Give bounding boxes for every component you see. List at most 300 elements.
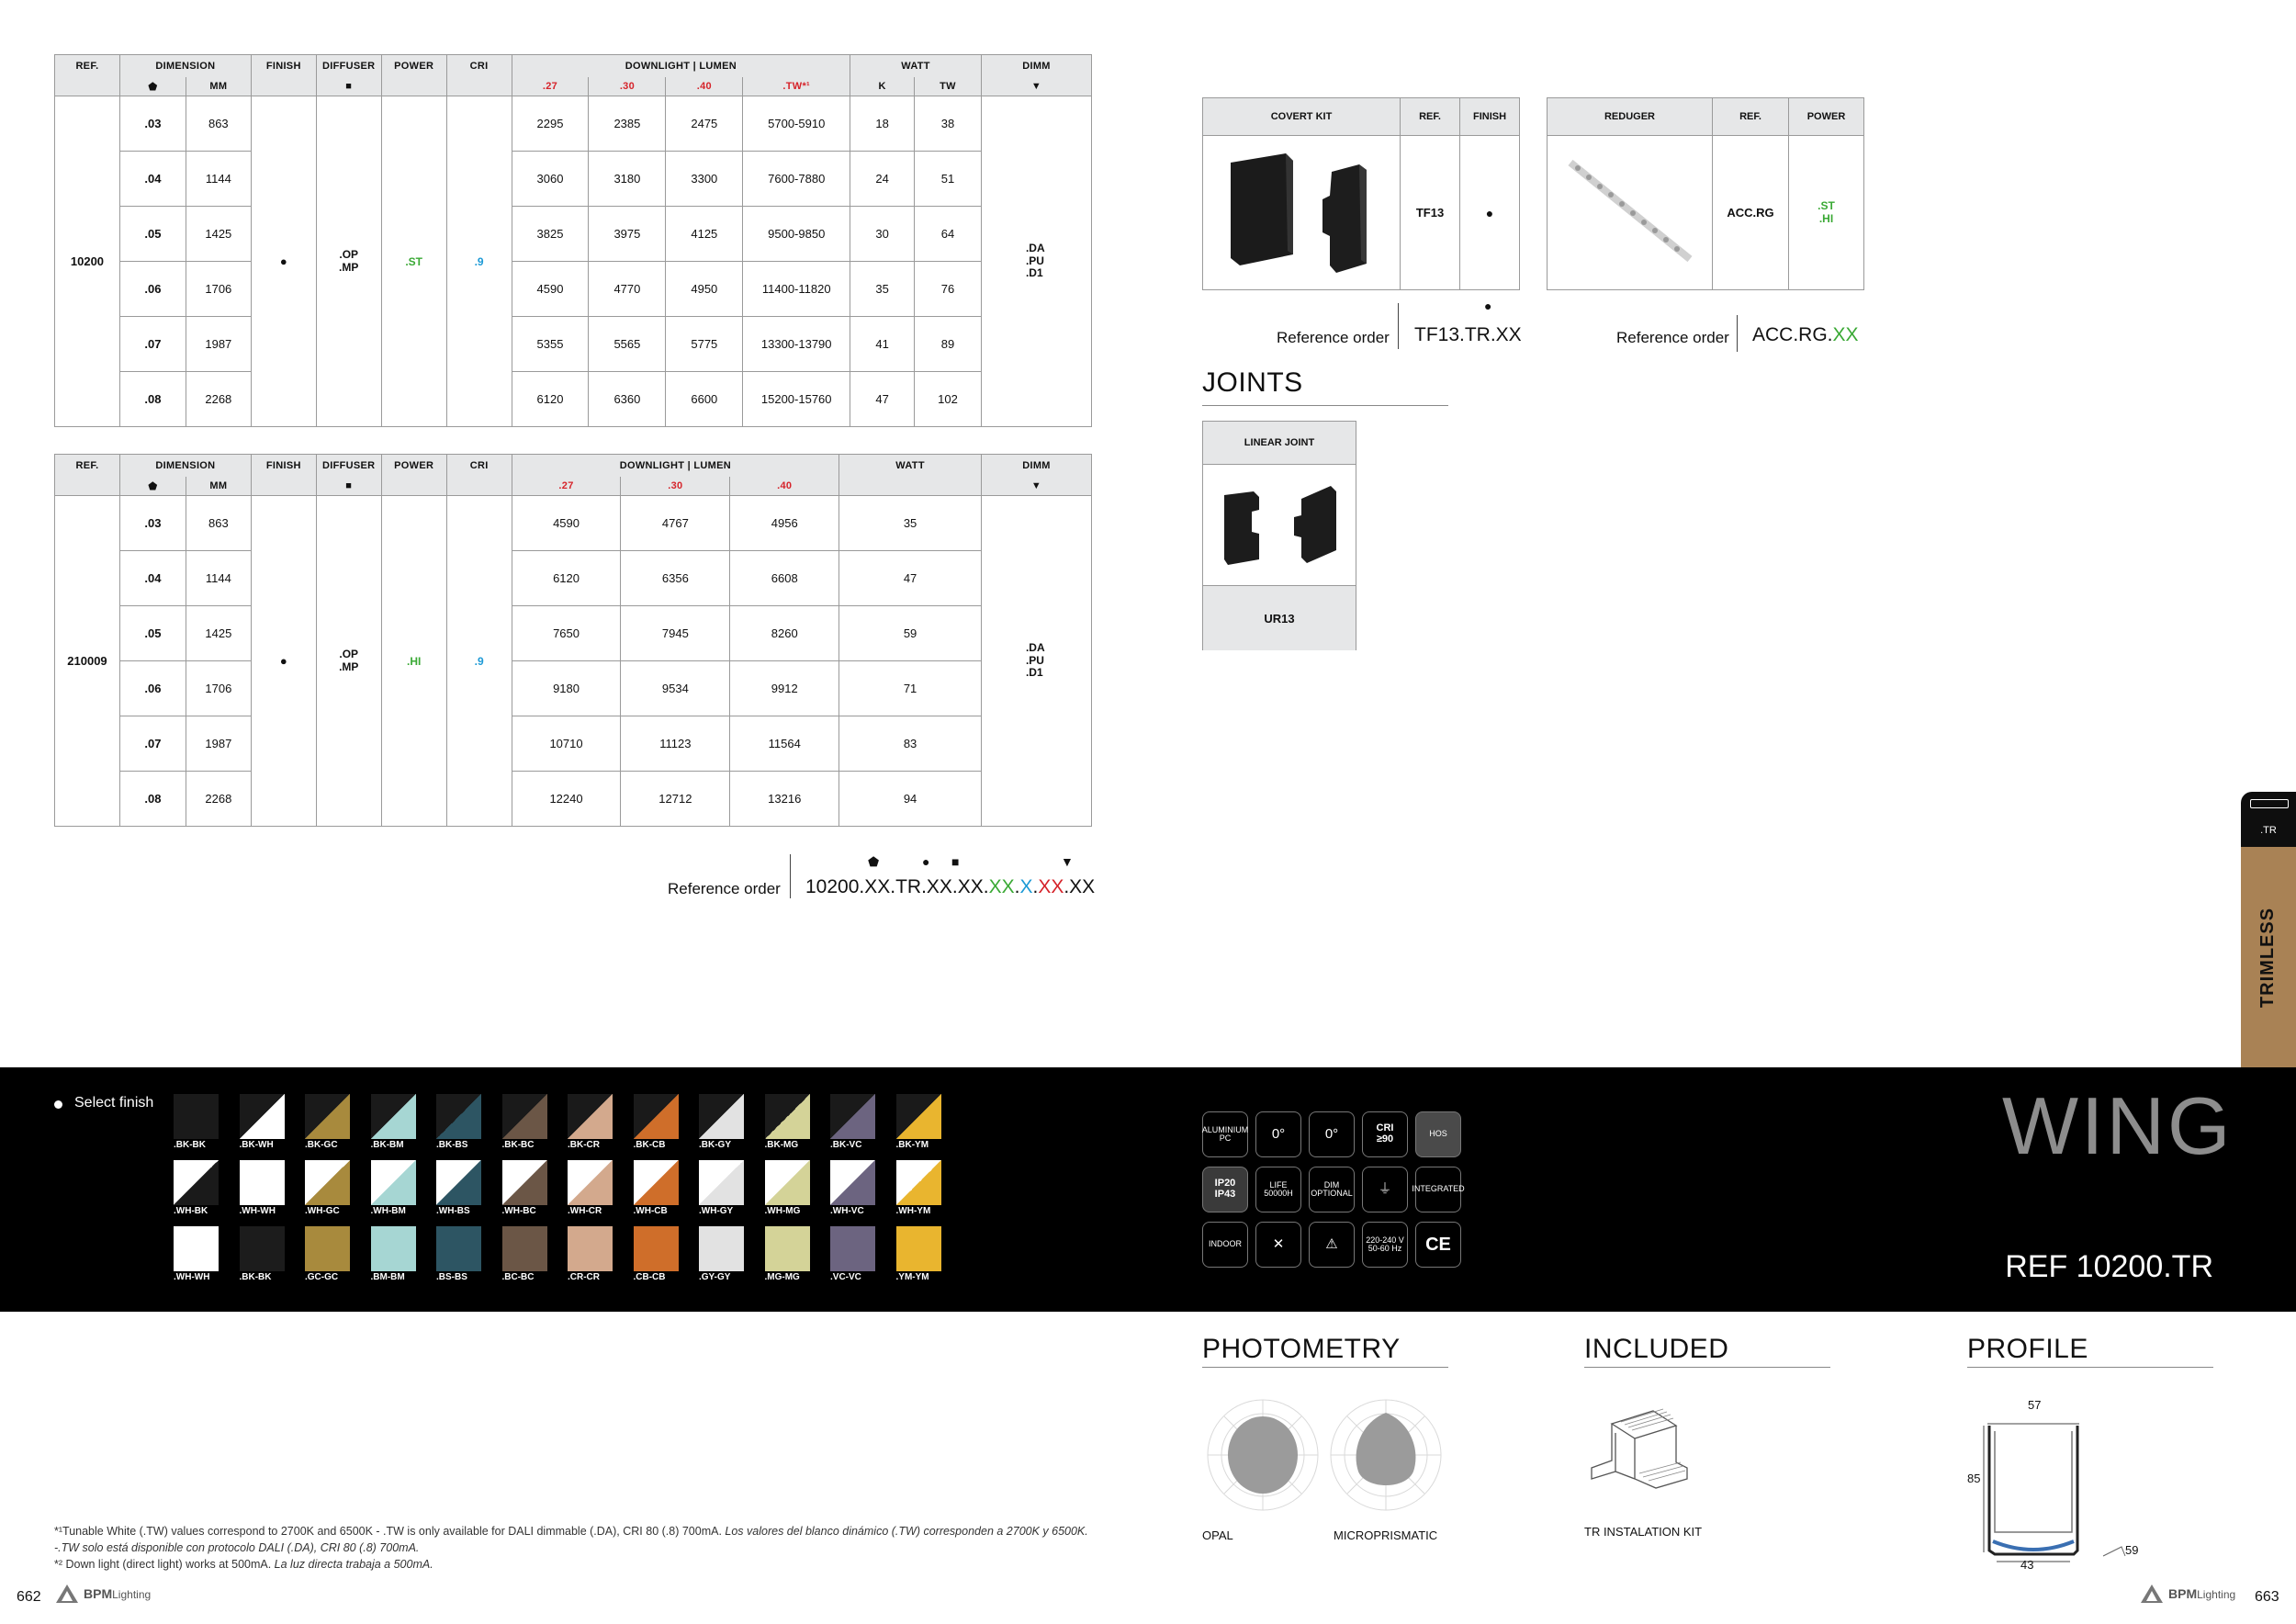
finish-swatch[interactable] — [502, 1226, 547, 1271]
finish-swatch-label: .BK-BK — [174, 1140, 206, 1150]
finish-swatch[interactable] — [305, 1226, 350, 1271]
lumen-2700k: 5355 — [512, 317, 589, 372]
profile-title: PROFILE — [1967, 1334, 2088, 1364]
watt-k: 30 — [850, 207, 915, 262]
finish-swatch-label: .WH-BK — [174, 1206, 208, 1216]
photometry-opal-label: OPAL — [1202, 1528, 1233, 1542]
covert-kit-finish-header: FINISH — [1460, 98, 1519, 136]
finish-swatch-label: .BK-BC — [501, 1140, 535, 1150]
footnote-line-2: -.TW solo está disponible con protocolo DALI (.DA), CRI 80 (.8) 700mA. — [54, 1541, 420, 1554]
lumen-2700k: 6120 — [512, 372, 589, 427]
profile-width-bottom: 43 — [2020, 1558, 2034, 1572]
icon-caption: 0° — [1324, 1126, 1339, 1143]
watt: 35 — [839, 496, 982, 551]
subheader-40: .40 — [666, 77, 743, 96]
icon-caption: DIM OPTIONAL — [1311, 1179, 1353, 1198]
photometry-opal-diagram — [1202, 1394, 1323, 1516]
indoor-icon — [1202, 1222, 1248, 1268]
table-row — [55, 152, 1092, 207]
diffuser-marker-icon: ■ — [951, 854, 960, 869]
finish-swatch-label: .WH-CB — [633, 1206, 668, 1216]
lumen-3000k: 7945 — [621, 606, 730, 661]
joints-title: JOINTS — [1202, 367, 1303, 398]
dimension-icon: ⬟ — [119, 477, 186, 496]
linear-joint-image — [1217, 477, 1345, 578]
reference-code-part: X — [1019, 876, 1033, 897]
reducer-ref: ACC.RG — [1727, 206, 1774, 220]
aluminium-pc-icon — [1202, 1111, 1248, 1157]
lumen-2700k: 9180 — [512, 661, 621, 716]
finish-swatch-label: .GC-GC — [305, 1272, 339, 1282]
finish-swatch[interactable] — [240, 1094, 285, 1139]
finish-swatch[interactable] — [240, 1226, 285, 1271]
lumen-4000k: 6600 — [666, 372, 743, 427]
finish-swatch[interactable] — [174, 1226, 219, 1271]
finish-cell: ● — [251, 496, 316, 827]
header-dimension: DIMENSION — [119, 455, 251, 478]
finish-swatch-label: .WH-WH — [239, 1206, 276, 1216]
length-code: .07 — [119, 317, 186, 372]
finish-swatch[interactable] — [896, 1160, 941, 1205]
header-diffuser: DIFFUSER — [316, 455, 381, 478]
subheader-mm: MM — [186, 77, 251, 96]
covert-kit-order-code: TF13.TR.XX — [1414, 324, 1522, 345]
lumen-tw: 9500-9850 — [743, 207, 850, 262]
finish-swatch[interactable] — [568, 1160, 613, 1205]
dimm-icon: ▼ — [981, 77, 1091, 96]
finish-swatch[interactable] — [436, 1226, 481, 1271]
side-tab-code: .TR — [2260, 825, 2277, 836]
dim-icon — [1309, 1167, 1355, 1212]
lumen-4000k: 9912 — [730, 661, 839, 716]
profile-width-top: 57 — [2028, 1398, 2042, 1412]
reference-order-main — [668, 854, 1099, 900]
finish-swatch-label: .BK-BS — [436, 1140, 468, 1150]
page-number-right: 663 — [2255, 1589, 2279, 1605]
finish-swatch[interactable] — [305, 1094, 350, 1139]
header-cri: CRI — [446, 455, 512, 478]
lumen-tw: 15200-15760 — [743, 372, 850, 427]
watt: 94 — [839, 772, 982, 827]
lumen-3000k: 12712 — [621, 772, 730, 827]
lumen-2700k: 3060 — [512, 152, 589, 207]
finish-swatch-label: .BK-GY — [699, 1140, 731, 1150]
watt-tw: 76 — [915, 262, 982, 317]
finish-swatch[interactable] — [436, 1160, 481, 1205]
thermal-icon — [1309, 1222, 1355, 1268]
length-mm: 1987 — [186, 317, 251, 372]
footnote-line-3: *² Down light (direct light) works at 500mA. La luz directa trabaja a 500mA. — [54, 1558, 433, 1571]
side-tab[interactable] — [2241, 792, 2296, 1067]
finish-swatch[interactable] — [896, 1226, 941, 1271]
covert-kit-ref: TF13 — [1415, 206, 1445, 220]
icon-caption: 0° — [1271, 1126, 1286, 1143]
select-finish-bullet-icon — [54, 1100, 62, 1109]
finish-swatch[interactable] — [568, 1094, 613, 1139]
dimension-marker-icon: ⬟ — [868, 854, 880, 869]
finish-swatch[interactable] — [371, 1094, 416, 1139]
header-diffuser: DIFFUSER — [316, 55, 381, 78]
icon-caption: CE — [1425, 1234, 1451, 1255]
finish-swatch-label: .CB-CB — [633, 1272, 666, 1282]
watt-tw: 89 — [915, 317, 982, 372]
table-row — [55, 551, 1092, 606]
brand-logo-icon — [55, 1584, 79, 1604]
subheader-tw: .TW*¹ — [743, 77, 850, 96]
dimm-marker-icon: ▼ — [1061, 854, 1074, 869]
profile-cut-size: 59 — [2125, 1543, 2139, 1557]
brand-sub: Lighting — [2197, 1588, 2236, 1601]
lumen-3000k: 11123 — [621, 716, 730, 772]
covert-kit-table — [1202, 97, 1520, 290]
side-tab-label: TRIMLESS — [2257, 907, 2279, 1008]
finish-swatch[interactable] — [371, 1160, 416, 1205]
finish-swatch[interactable] — [436, 1094, 481, 1139]
lumen-3000k: 6356 — [621, 551, 730, 606]
watt: 59 — [839, 606, 982, 661]
product-ref: REF 10200.TR — [2005, 1249, 2213, 1284]
reducer-power-header: POWER — [1789, 98, 1863, 136]
finish-swatch-label: .GY-GY — [699, 1272, 731, 1282]
icon-caption: ✕ — [1272, 1236, 1285, 1253]
finish-swatch[interactable] — [174, 1094, 219, 1139]
finish-swatch-label: .WH-CR — [568, 1206, 602, 1216]
linear-joint-header: LINEAR JOINT — [1203, 422, 1356, 465]
length-code: .05 — [119, 606, 186, 661]
included-title: INCLUDED — [1584, 1334, 1729, 1364]
watt: 71 — [839, 661, 982, 716]
finish-swatch-label: .WH-WH — [174, 1272, 210, 1282]
cri-cell: .9 — [446, 96, 512, 427]
brand-name: BPM — [84, 1586, 113, 1601]
finish-swatch-label: .BK-MG — [764, 1140, 799, 1150]
header-dimm: DIMM — [981, 455, 1091, 478]
diffuser-icon: ■ — [316, 77, 381, 96]
cri-icon — [1362, 1111, 1408, 1157]
reducer-ref-header: REF. — [1713, 98, 1789, 136]
lumen-tw: 11400-11820 — [743, 262, 850, 317]
finish-swatch[interactable] — [765, 1160, 810, 1205]
brand-logo-right — [2140, 1584, 2235, 1604]
finish-marker-icon: ● — [1484, 299, 1492, 313]
product-ref-cell: 210009 — [55, 496, 120, 827]
voltage-icon — [1362, 1222, 1408, 1268]
power-cell: .ST — [381, 96, 446, 427]
finish-swatch[interactable] — [305, 1160, 350, 1205]
photometry-title: PHOTOMETRY — [1202, 1334, 1401, 1364]
finish-swatch[interactable] — [634, 1226, 679, 1271]
header-ref: REF. — [55, 55, 120, 78]
header-watt: WATT — [839, 455, 982, 478]
cri-cell: .9 — [446, 496, 512, 827]
covert-kit-reference-order — [1277, 299, 1525, 354]
header-downlight: DOWNLIGHT | LUMEN — [512, 55, 850, 78]
lumen-2700k: 3825 — [512, 207, 589, 262]
table-row — [55, 372, 1092, 427]
finish-swatch-label: .BK-VC — [830, 1140, 862, 1150]
reducer-order-code — [1752, 324, 1859, 346]
watt: 47 — [839, 551, 982, 606]
lumen-2700k: 10710 — [512, 716, 621, 772]
finish-swatch-label: .BK-GC — [305, 1140, 338, 1150]
finish-swatch-label: .BK-WH — [239, 1140, 274, 1150]
length-mm: 1987 — [186, 716, 251, 772]
lumen-4000k: 8260 — [730, 606, 839, 661]
length-code: .04 — [119, 152, 186, 207]
lumen-4000k: 2475 — [666, 96, 743, 152]
reducer-order-code-main: ACC.RG. — [1752, 324, 1833, 345]
length-code: .07 — [119, 716, 186, 772]
finish-swatch[interactable] — [830, 1160, 875, 1205]
length-code: .08 — [119, 372, 186, 427]
included-item-label: TR INSTALATION KIT — [1584, 1525, 1703, 1539]
watt-k: 18 — [850, 96, 915, 152]
subheader-30: .30 — [589, 77, 666, 96]
watt-k: 41 — [850, 317, 915, 372]
header-dimm: DIMM — [981, 55, 1091, 78]
lumen-3000k: 4770 — [589, 262, 666, 317]
finish-swatch-label: .MG-MG — [764, 1272, 800, 1282]
watt-k: 24 — [850, 152, 915, 207]
header-power: POWER — [381, 455, 446, 478]
header-watt: WATT — [850, 55, 982, 78]
length-mm: 863 — [186, 96, 251, 152]
finish-swatch-label: .BK-YM — [895, 1140, 929, 1150]
finish-swatch[interactable] — [502, 1094, 547, 1139]
subheader-27: .27 — [512, 77, 589, 96]
diffuser-cell: .OP .MP — [316, 496, 381, 827]
lumen-3000k: 5565 — [589, 317, 666, 372]
icon-caption: LIFE 50000H — [1264, 1179, 1293, 1198]
lumen-2700k: 2295 — [512, 96, 589, 152]
covert-kit-header: COVERT KIT — [1203, 98, 1401, 136]
lumen-tw: 5700-5910 — [743, 96, 850, 152]
reference-order-code — [805, 876, 1095, 898]
brand-logo-icon — [2140, 1584, 2164, 1604]
finish-cell: ● — [251, 96, 316, 427]
lumen-3000k: 3180 — [589, 152, 666, 207]
dimm-cell: .DA .PU .D1 — [981, 96, 1091, 427]
table-row — [55, 716, 1092, 772]
finish-swatch-label: .BS-BS — [436, 1272, 467, 1282]
watt-tw: 64 — [915, 207, 982, 262]
header-downlight: DOWNLIGHT | LUMEN — [512, 455, 839, 478]
subheader-tw-watt: TW — [915, 77, 982, 96]
finish-swatch[interactable] — [568, 1226, 613, 1271]
dimension-icon: ⬟ — [119, 77, 186, 96]
finish-swatch[interactable] — [699, 1094, 744, 1139]
lumen-2700k: 4590 — [512, 496, 621, 551]
finish-swatch[interactable] — [699, 1226, 744, 1271]
icon-caption: INDOOR — [1209, 1239, 1242, 1249]
icon-caption: ⏚ — [1378, 1181, 1392, 1198]
table-row — [55, 661, 1092, 716]
finish-swatch-label: .WH-MG — [764, 1206, 801, 1216]
finish-swatch[interactable] — [765, 1094, 810, 1139]
finish-swatch[interactable] — [634, 1094, 679, 1139]
finish-marker-icon: ● — [922, 854, 930, 869]
watt-tw: 38 — [915, 96, 982, 152]
subheader-mm: MM — [186, 477, 251, 496]
rotation-0-icon — [1309, 1111, 1355, 1157]
length-code: .06 — [119, 262, 186, 317]
icon-caption: ALUMINIUM PC — [1201, 1124, 1249, 1143]
reference-code-part: 10200.XX.TR.XX.XX. — [805, 876, 989, 897]
covert-kit-ref-header: REF. — [1401, 98, 1460, 136]
lumen-4000k: 4125 — [666, 207, 743, 262]
watt-k: 35 — [850, 262, 915, 317]
watt-k: 47 — [850, 372, 915, 427]
lumen-3000k: 9534 — [621, 661, 730, 716]
life-icon — [1255, 1167, 1301, 1212]
finish-swatch[interactable] — [830, 1094, 875, 1139]
table-row — [55, 96, 1092, 152]
lumen-3000k: 4767 — [621, 496, 730, 551]
icon-caption: ⚠ — [1325, 1236, 1338, 1253]
length-mm: 1144 — [186, 152, 251, 207]
subheader-27: .27 — [512, 477, 621, 496]
finish-swatch-label: .BK-CR — [568, 1140, 600, 1150]
length-mm: 2268 — [186, 772, 251, 827]
page-number-left: 662 — [17, 1589, 41, 1605]
lumen-2700k: 12240 — [512, 772, 621, 827]
reducer-power: .ST .HI — [1818, 199, 1835, 225]
finish-swatch[interactable] — [765, 1226, 810, 1271]
subheader-40: .40 — [730, 477, 839, 496]
lumen-2700k: 4590 — [512, 262, 589, 317]
ce-icon — [1415, 1222, 1461, 1268]
length-code: .03 — [119, 96, 186, 152]
lumen-tw: 7600-7880 — [743, 152, 850, 207]
table-row — [55, 496, 1092, 551]
finish-swatch-label: .CR-CR — [568, 1272, 600, 1282]
length-mm: 1425 — [186, 207, 251, 262]
finish-swatch-label: .BM-BM — [370, 1272, 405, 1282]
lumen-tw: 13300-13790 — [743, 317, 850, 372]
table-row — [55, 772, 1092, 827]
finish-swatch[interactable] — [502, 1160, 547, 1205]
header-ref: REF. — [55, 455, 120, 478]
finish-swatch[interactable] — [830, 1226, 875, 1271]
finish-swatch-label: .WH-GY — [699, 1206, 734, 1216]
length-mm: 1425 — [186, 606, 251, 661]
table-row — [55, 317, 1092, 372]
covert-kit-finish: ● — [1485, 205, 1494, 220]
product-ref-cell: 10200 — [55, 96, 120, 427]
finish-swatch-label: .BK-BK — [239, 1272, 272, 1282]
header-finish: FINISH — [251, 455, 316, 478]
installation-kit-image — [1584, 1405, 1704, 1516]
length-mm: 2268 — [186, 372, 251, 427]
finish-swatch[interactable] — [634, 1160, 679, 1205]
icon-caption: CRI ≥90 — [1376, 1122, 1394, 1145]
lumen-4000k: 4956 — [730, 496, 839, 551]
lumen-4000k: 6608 — [730, 551, 839, 606]
brand-sub: Lighting — [112, 1588, 152, 1601]
reducer-reference-order — [1616, 299, 1874, 354]
finish-swatch[interactable] — [240, 1160, 285, 1205]
header-finish: FINISH — [251, 55, 316, 78]
header-power: POWER — [381, 55, 446, 78]
photometry-microprismatic-diagram — [1325, 1394, 1446, 1516]
subheader-k: K — [850, 77, 915, 96]
lumen-2700k: 7650 — [512, 606, 621, 661]
finish-swatch-label: .WH-BS — [436, 1206, 470, 1216]
lumen-4000k: 4950 — [666, 262, 743, 317]
finish-swatch-label: .BK-BM — [370, 1140, 404, 1150]
reducer-header: REDUGER — [1548, 98, 1713, 136]
ground-icon — [1362, 1167, 1408, 1212]
watt-tw: 51 — [915, 152, 982, 207]
subheader-30: .30 — [621, 477, 730, 496]
reference-code-part: . — [1014, 876, 1020, 897]
finish-swatch-label: .WH-BM — [370, 1206, 406, 1216]
linear-joint-ref: UR13 — [1203, 585, 1356, 650]
header-cri: CRI — [446, 55, 512, 78]
spec-table-210009 — [54, 454, 1092, 827]
length-code: .04 — [119, 551, 186, 606]
lumen-3000k: 2385 — [589, 96, 666, 152]
length-mm: 1706 — [186, 661, 251, 716]
length-code: .06 — [119, 661, 186, 716]
dimm-cell: .DA .PU .D1 — [981, 496, 1091, 827]
finish-swatch[interactable] — [896, 1094, 941, 1139]
product-name: WING — [2002, 1080, 2234, 1171]
hos-icon — [1415, 1111, 1461, 1157]
finish-swatch[interactable] — [699, 1160, 744, 1205]
watt-tw: 102 — [915, 372, 982, 427]
integrated-driver-icon — [1412, 1167, 1465, 1212]
no-insulation-icon — [1255, 1222, 1301, 1268]
reference-code-part: XX — [988, 876, 1015, 897]
tilt-0-icon — [1255, 1111, 1301, 1157]
length-code: .03 — [119, 496, 186, 551]
reference-code-part: . — [1032, 876, 1039, 897]
lumen-2700k: 6120 — [512, 551, 621, 606]
lumen-4000k: 3300 — [666, 152, 743, 207]
select-finish-label: Select finish — [74, 1095, 154, 1111]
length-code: .08 — [119, 772, 186, 827]
icon-caption: HOS — [1429, 1129, 1447, 1139]
linear-joint-table — [1202, 421, 1356, 650]
finish-swatch-label: .VC-VC — [830, 1272, 861, 1282]
lumen-3000k: 3975 — [589, 207, 666, 262]
lumen-4000k: 5775 — [666, 317, 743, 372]
dimm-icon: ▼ — [981, 477, 1091, 496]
covert-kit-image — [1221, 144, 1387, 282]
brand-name: BPM — [2168, 1586, 2198, 1601]
power-cell: .HI — [381, 496, 446, 827]
finish-swatch-label: .BK-CB — [633, 1140, 666, 1150]
length-mm: 863 — [186, 496, 251, 551]
finish-swatch-label: .WH-GC — [305, 1206, 340, 1216]
spec-table-10200 — [54, 54, 1092, 427]
finish-swatch[interactable] — [371, 1226, 416, 1271]
reducer-order-label: Reference order — [1616, 329, 1729, 346]
icon-caption: 220-240 V 50-60 Hz — [1366, 1235, 1404, 1253]
finish-swatch[interactable] — [174, 1160, 219, 1205]
finish-swatch-label: .BC-BC — [501, 1272, 535, 1282]
ip-rating-icon — [1202, 1167, 1248, 1212]
diffuser-cell: .OP .MP — [316, 96, 381, 427]
finish-swatch-label: .WH-BC — [501, 1206, 536, 1216]
brand-logo-left — [55, 1584, 151, 1604]
length-mm: 1144 — [186, 551, 251, 606]
table-row — [55, 207, 1092, 262]
table-row — [55, 606, 1092, 661]
lumen-4000k: 11564 — [730, 716, 839, 772]
photometry-micro-label: MICROPRISMATIC — [1334, 1528, 1438, 1542]
